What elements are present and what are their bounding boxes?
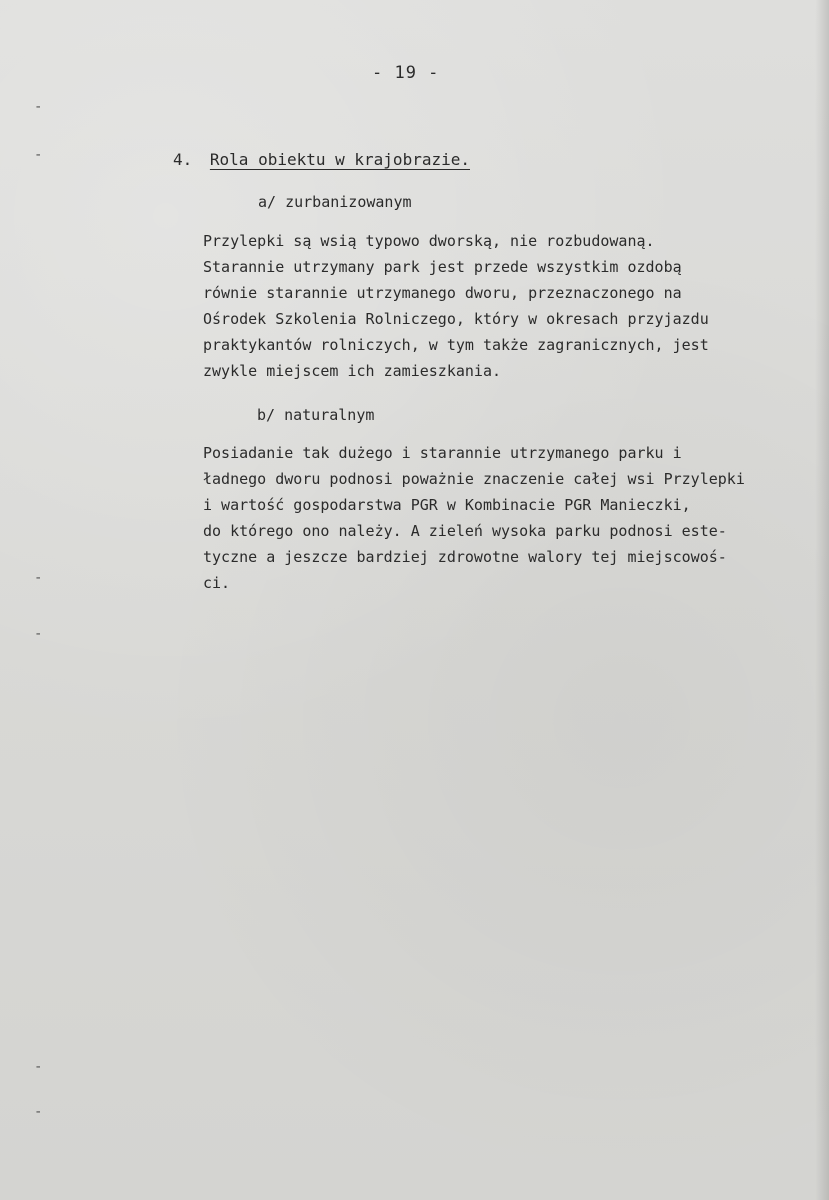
subsection-label-urbanized: a/ zurbanizowanym	[258, 193, 412, 211]
subsection-paragraph-natural: Posiadanie tak dużego i starannie utrzymanego parku i ładnego dworu podnosi poważnie znaczenie całej wsi Przylepki i wartość gospodarstwa PGR w Kombinacie PGR Manieczki, do którego ono należy. A zieleń wysoka parku podnosi este- tyczne a jeszcze bardziej zdrowotne walory tej miejscowoś- ci.	[203, 444, 745, 592]
margin-tick-mark: -	[34, 626, 43, 642]
page-edge-shadow	[815, 0, 829, 1200]
page-number: - 19 -	[372, 63, 440, 83]
margin-tick-mark: -	[34, 99, 43, 115]
margin-tick-mark: -	[34, 1104, 43, 1120]
subsection-label-natural: b/ naturalnym	[257, 406, 375, 424]
margin-tick-mark: -	[34, 1059, 43, 1075]
section-title: Rola obiektu w krajobrazie.	[209, 150, 470, 169]
section-heading	[173, 150, 470, 169]
subsection-paragraph-urbanized: Przylepki są wsią typowo dworską, nie rozbudowaną. Starannie utrzymany park jest przede wszystkim ozdobą równie starannie utrzymanego dworu, przeznaczonego na Ośrodek Szkolenia Rolniczego, który w okresach przyjazdu praktykantów rolniczych, w tym także zagranicznych, jest zwykle miejscem ich zamieszkania.	[203, 232, 709, 380]
margin-tick-mark: -	[34, 570, 43, 586]
margin-tick-mark: -	[34, 147, 43, 163]
section-number: 4.	[173, 150, 193, 169]
